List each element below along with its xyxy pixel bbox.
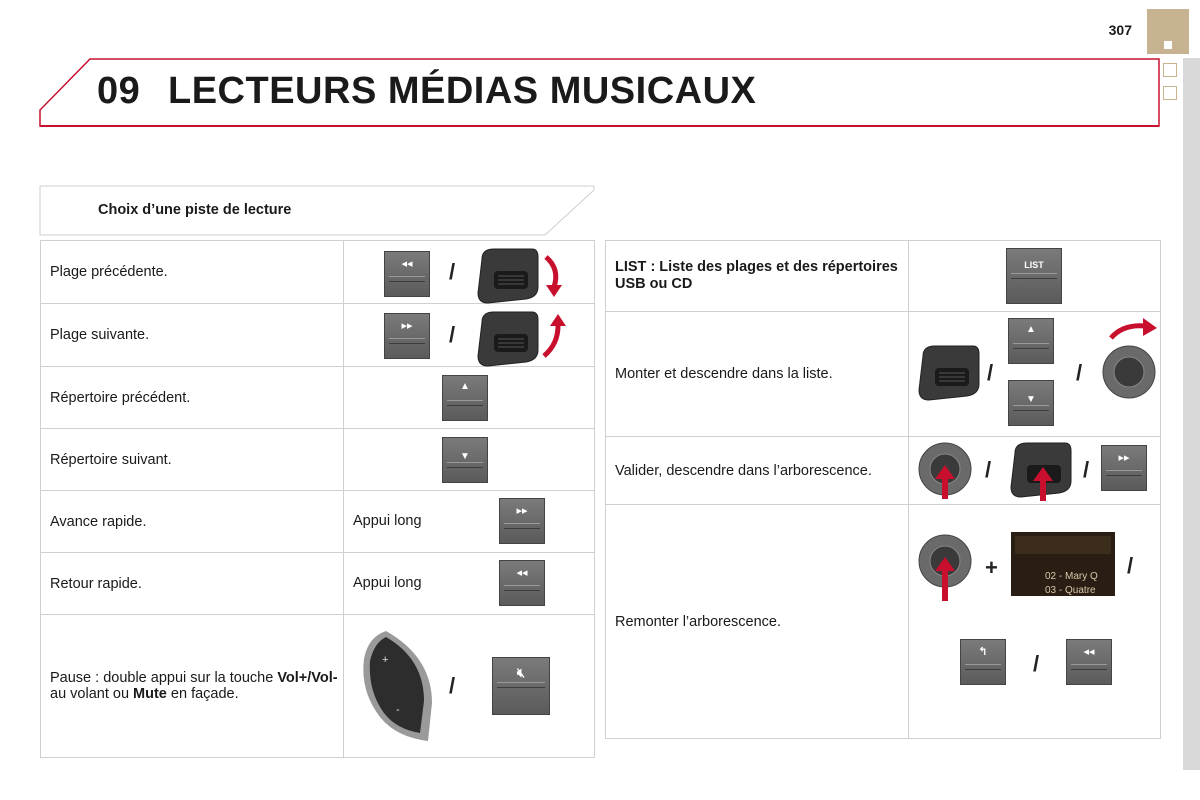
row-graphic	[344, 367, 595, 429]
section-header-frame	[0, 0, 600, 240]
rewind-icon: ◂◂	[401, 258, 413, 270]
up-button[interactable]	[1008, 318, 1054, 364]
row-label: LIST : Liste des plages et des répertoires USB ou CD	[606, 241, 909, 312]
row-graphic	[344, 429, 595, 491]
fast-forward-button[interactable]	[1101, 445, 1147, 491]
pause-text-volume: Vol+/Vol-	[277, 670, 338, 686]
row-label: Plage suivante.	[41, 304, 344, 367]
slash-separator: /	[1076, 360, 1083, 385]
slash-separator: /	[449, 673, 456, 698]
slash-separator: /	[449, 322, 456, 347]
mute-button[interactable]	[492, 657, 550, 715]
row-graphic	[909, 437, 1161, 505]
svg-text:-: -	[396, 704, 400, 716]
screen-line: 02 - Mary Q	[1045, 571, 1098, 582]
row-label: Valider, descendre dans l’arborescence.	[606, 437, 909, 505]
list-button[interactable]	[1006, 248, 1062, 304]
table-row	[41, 553, 595, 615]
list-button-label: LIST	[1024, 260, 1044, 270]
pause-text-prefix: Pause : double appui sur la touche	[50, 670, 278, 686]
table-row	[41, 429, 595, 491]
table-row	[606, 505, 1161, 739]
section-title: Choix d’une piste de lecture	[98, 202, 292, 218]
volume-control-icon	[356, 629, 436, 745]
side-bar	[1183, 58, 1200, 770]
row-graphic	[344, 615, 595, 758]
row-graphic	[344, 241, 595, 304]
down-button[interactable]	[1008, 380, 1054, 426]
arrow-up-icon: ▲	[1026, 324, 1036, 335]
slash-separator: /	[1083, 457, 1090, 482]
table-row	[606, 241, 1161, 312]
slash-separator: /	[985, 457, 992, 482]
page-number: 307	[1108, 22, 1132, 38]
arrow-up-icon: ▲	[460, 381, 470, 392]
row-graphic	[909, 241, 1161, 312]
chapter-number: 09	[97, 70, 141, 112]
row-label: Plage précédente.	[41, 241, 344, 304]
table-row	[41, 367, 595, 429]
down-button[interactable]	[442, 437, 488, 483]
pause-text-suffix: en façade.	[166, 686, 239, 702]
chapter-title: LECTEURS MÉDIAS MUSICAUX	[168, 70, 757, 112]
rewind-button[interactable]	[499, 560, 545, 606]
svg-text:+: +	[382, 654, 389, 666]
steering-wheel-control-icon	[915, 342, 985, 400]
rewind-button[interactable]	[1066, 639, 1112, 685]
table-row	[41, 615, 595, 758]
screen-header-bar	[1015, 536, 1111, 554]
rotary-knob-press-icon	[917, 533, 977, 605]
right-table	[605, 240, 1161, 739]
up-button[interactable]	[442, 375, 488, 421]
row-graphic	[909, 312, 1161, 437]
row-graphic	[909, 505, 1161, 739]
rewind-icon: ◂◂	[1083, 646, 1095, 658]
steering-wheel-control-press-icon	[1007, 439, 1077, 501]
back-icon: ↰	[978, 646, 988, 658]
rewind-icon: ◂◂	[516, 567, 528, 579]
slash-separator: /	[987, 360, 994, 385]
table-row	[41, 304, 595, 367]
back-button[interactable]	[960, 639, 1006, 685]
arrow-down-icon: ▼	[1026, 394, 1036, 405]
fast-forward-button[interactable]	[499, 498, 545, 544]
rotary-knob-icon	[1099, 320, 1161, 406]
fast-forward-icon: ▸▸	[401, 320, 413, 332]
slash-separator: /	[1127, 553, 1134, 578]
left-table	[40, 240, 595, 758]
table-row	[606, 437, 1161, 505]
table-row	[41, 241, 595, 304]
row-graphic	[344, 553, 595, 615]
table-row	[606, 312, 1161, 437]
rotary-knob-press-icon	[917, 441, 977, 503]
pause-text-mute: Mute	[133, 686, 167, 702]
rewind-button[interactable]	[384, 251, 430, 297]
row-graphic	[344, 304, 595, 367]
fast-forward-icon: ▸▸	[516, 505, 528, 517]
slash-separator: /	[449, 259, 456, 284]
screen-line: 03 - Quatre	[1045, 585, 1096, 596]
fast-forward-button[interactable]	[384, 313, 430, 359]
steering-wheel-control-icon	[474, 245, 569, 303]
row-label: Répertoire suivant.	[41, 429, 344, 491]
row-label: Retour rapide.	[41, 553, 344, 615]
press-mode-label: Appui long	[353, 575, 422, 591]
table-row	[41, 491, 595, 553]
mute-icon: 🔇︎	[516, 665, 526, 680]
slash-separator: /	[1033, 651, 1040, 676]
plus-separator: +	[985, 555, 998, 580]
arrow-down-icon: ▼	[460, 451, 470, 462]
row-label: Répertoire précédent.	[41, 367, 344, 429]
press-mode-label: Appui long	[353, 513, 422, 529]
row-label: Avance rapide.	[41, 491, 344, 553]
row-label	[41, 615, 344, 758]
steering-wheel-control-icon	[474, 308, 569, 366]
pause-text-mid: au volant ou	[50, 686, 134, 702]
row-label: Monter et descendre dans la liste.	[606, 312, 909, 437]
row-label: Remonter l’arborescence.	[606, 505, 909, 739]
row-graphic	[344, 491, 595, 553]
fast-forward-icon: ▸▸	[1118, 452, 1130, 464]
screen-display	[1011, 532, 1115, 596]
